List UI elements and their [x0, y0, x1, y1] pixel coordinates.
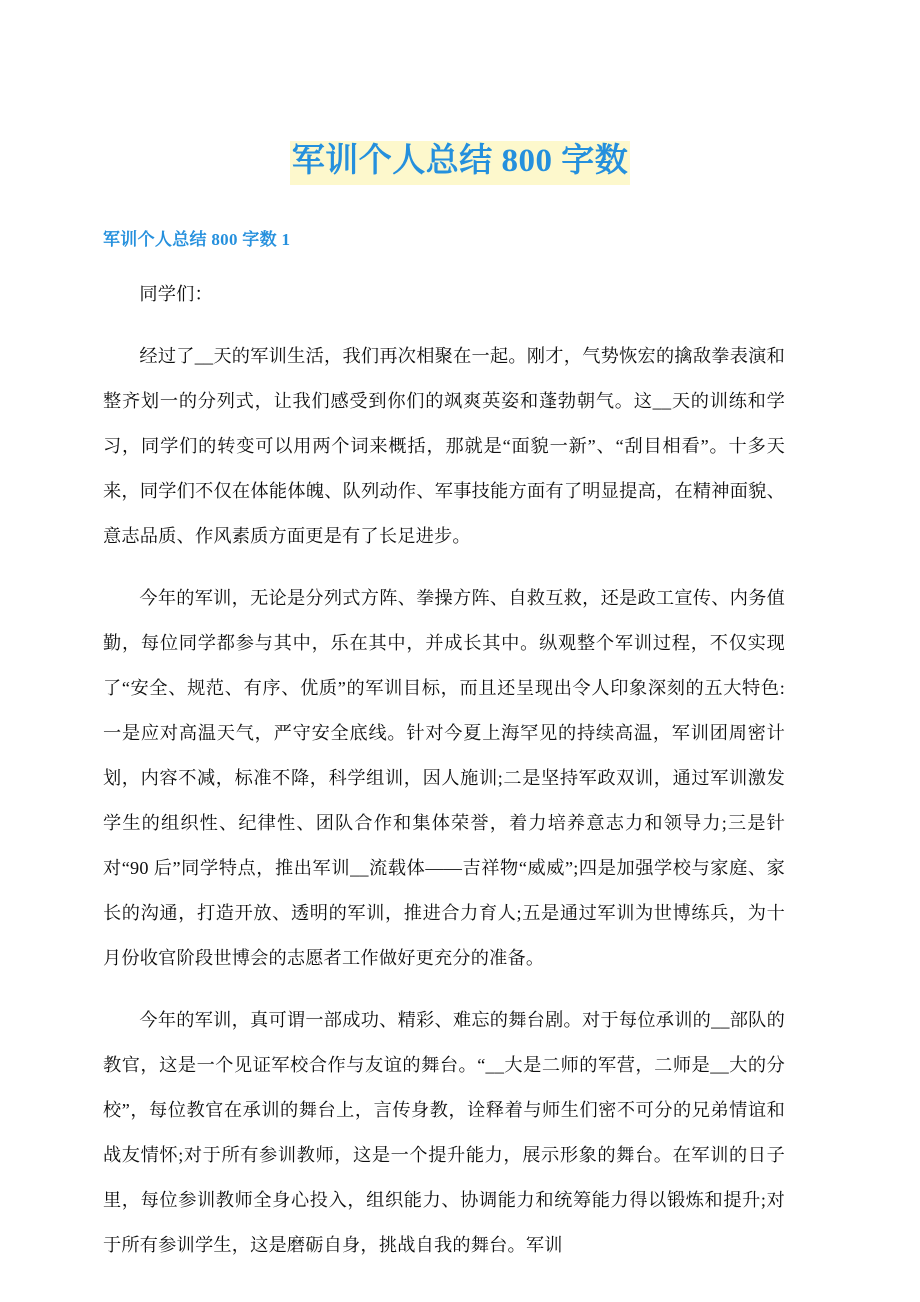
paragraph-salutation: 同学们：	[139, 284, 213, 304]
section-heading: 军训个人总结 800 字数 1	[103, 230, 291, 249]
paragraph-2: 今年的军训，无论是分列式方阵、拳操方阵、自救互救，还是政工宣传、内务值勤，每位同学都参与其中，乐在其中，并成长其中。纵观整个军训过程，不仅实现了“安全、规范、有序、优质”的军训目标，而且还呈现出令人印象深刻的五大特色: 一是应对高温天气，严守安全底线。针对今夏上海罕见的持续高温，军训团周密计划，内容不减，标准不降，科学组训，因人施训;二是坚持军政双训，通过军训激发学生的组织性、纪律性、团队合作和集体荣誉，着力培养意志力和领导力;三是针对“90 后”同学特点，推出军训__流载体——吉祥物“威威”;四是加强学校与家庭、家长的沟通，打造开放、透明的军训，推进合力育人;五是通过军训为世博练兵，为十月份收官阶段世博会的志愿者工作做好更充分的准备。	[103, 588, 785, 968]
page-title: 军训个人总结 800 字数	[290, 141, 631, 185]
paragraph-1: 经过了__天的军训生活，我们再次相聚在一起。刚才，气势恢宏的擒敌拳表演和整齐划一的分列式，让我们感受到你们的飒爽英姿和蓬勃朝气。这__天的训练和学习，同学们的转变可以用两个词来概括，那就是“面貌一新”、“刮目相看”。十多天来，同学们不仅在体能体魄、队列动作、军事技能方面有了明显提高，在精神面貌、意志品质、作风素质方面更是有了长足进步。	[103, 346, 785, 546]
document-title-row	[0, 141, 920, 185]
paragraph-3: 今年的军训，真可谓一部成功、精彩、难忘的舞台剧。对于每位承训的__部队的教官，这是一个见证军校合作与友谊的舞台。“__大是二师的军营，二师是__大的分校”，每位教官在承训的舞台上，言传身教，诠释着与师生们密不可分的兄弟情谊和战友情怀;对于所有参训教师，这是一个提升能力，展示形象的舞台。在军训的日子里，每位参训教师全身心投入，组织能力、协调能力和统筹能力得以锻炼和提升;对于所有参训学生，这是磨砺自身，挑战自我的舞台。军训	[103, 1010, 785, 1255]
document-body	[103, 272, 785, 1268]
